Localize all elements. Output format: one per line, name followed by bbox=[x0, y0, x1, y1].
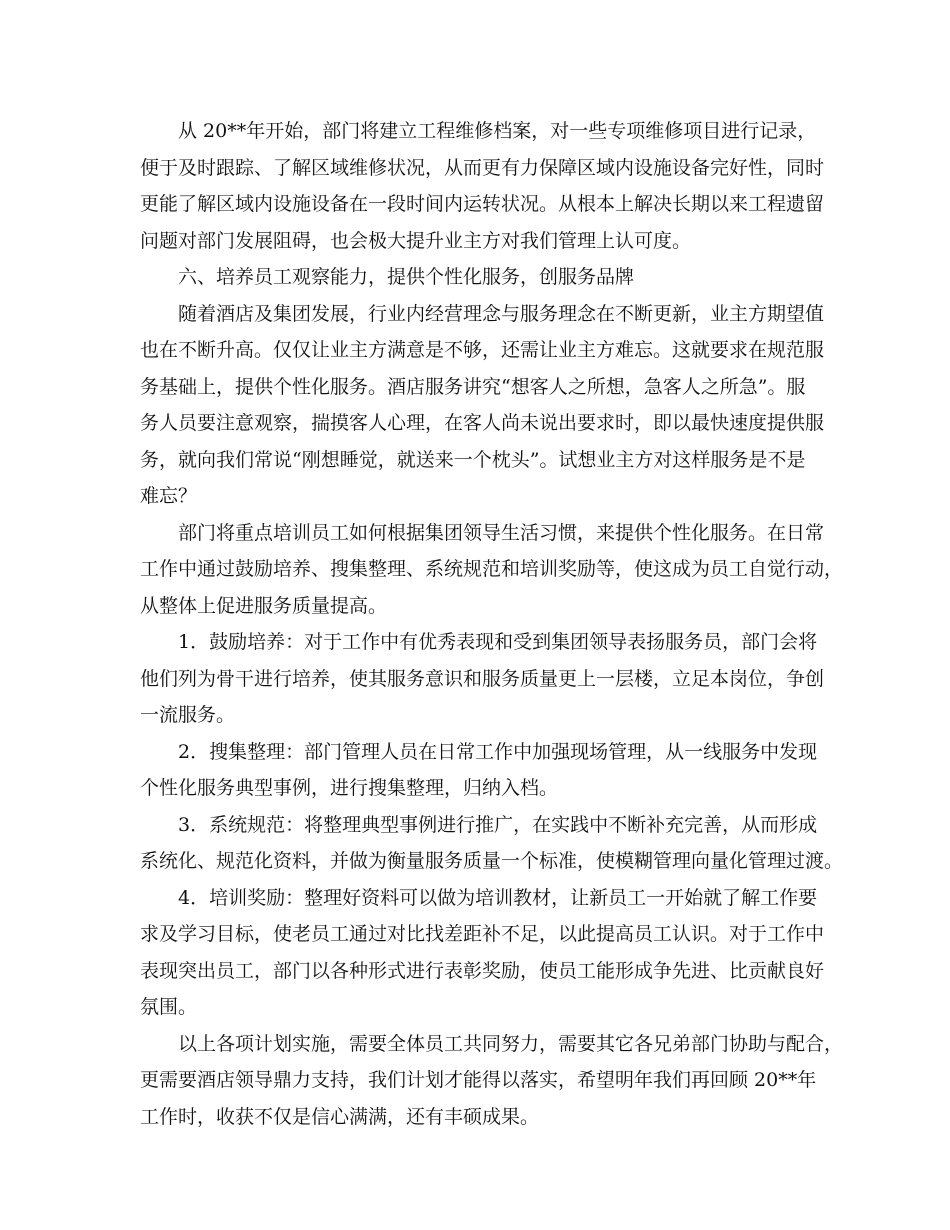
text-line: 六、培养员工观察能力，提供个性化服务，创服务品牌 bbox=[178, 266, 635, 288]
text-line: 更需要酒店领导鼎力支持，我们计划才能得以落实，希望明年我们再回顾 20**年 bbox=[140, 1069, 817, 1091]
text-line: 更能了解区域内设施设备在一段时间内运转状况。从根本上解决长期以来工程遗留 bbox=[140, 193, 825, 215]
text-line: 工作中通过鼓励培养、搜集整理、系统规范和培训奖励等，使这成为员工自觉行动， bbox=[140, 558, 844, 580]
document-body bbox=[140, 113, 844, 1135]
text-line: 便于及时跟踪、了解区域维修状况，从而更有力保障区域内设施设备完好性，同时 bbox=[140, 156, 825, 179]
text-line: 系统化、规范化资料，并做为衡量服务质量一个标准，使模糊管理向量化管理过渡。 bbox=[140, 850, 844, 872]
text-line: 一流服务。 bbox=[140, 704, 236, 726]
text-line: 问题对部门发展阻碍，也会极大提升业主方对我们管理上认可度。 bbox=[140, 229, 692, 252]
text-line: 2．搜集整理：部门管理人员在日常工作中加强现场管理，从一线服务中发现 bbox=[178, 740, 818, 763]
text-line: 务，就向我们常说“刚想睡觉，就送来一个枕头”。试想业主方对这样服务是不是 bbox=[140, 448, 806, 471]
text-line: 务基础上，提供个性化服务。酒店服务讲究“想客人之所想，急客人之所急”。服 bbox=[140, 375, 806, 398]
text-line: 氛围。 bbox=[140, 996, 198, 1018]
text-line: 务人员要注意观察，揣摸客人心理，在客人尚未说出要求时，即以最快速度提供服 bbox=[140, 412, 825, 434]
text-line: 也在不断升高。仅仅让业主方满意是不够，还需让业主方难忘。这就要求在规范服 bbox=[140, 339, 825, 361]
text-line: 3．系统规范：将整理典型事例进行推广，在实践中不断补充完善，从而形成 bbox=[178, 813, 818, 836]
text-line: 难忘？ bbox=[140, 485, 198, 507]
text-line: 他们列为骨干进行培养，使其服务意识和服务质量更上一层楼，立足本岗位，争创 bbox=[140, 667, 825, 690]
text-line: 从 20**年开始，部门将建立工程维修档案，对一些专项维修项目进行记录， bbox=[178, 120, 817, 142]
text-line: 求及学习目标，使老员工通过对比找差距补不足，以此提高员工认识。对于工作中 bbox=[140, 923, 825, 945]
text-line: 随着酒店及集团发展，行业内经营理念与服务理念在不断更新，业主方期望值 bbox=[178, 302, 825, 325]
text-line: 1．鼓励培养：对于工作中有优秀表现和受到集团领导表扬服务员，部门会将 bbox=[178, 631, 818, 653]
text-line: 个性化服务典型事例，进行搜集整理，归纳入档。 bbox=[140, 777, 559, 799]
text-line: 工作时，收获不仅是信心满满，还有丰硕成果。 bbox=[140, 1105, 540, 1128]
text-line: 表现突出员工，部门以各种形式进行表彰奖励，使员工能形成争先进、比贡献良好 bbox=[140, 959, 825, 982]
text-line: 4．培训奖励：整理好资料可以做为培训教材，让新员工一开始就了解工作要 bbox=[178, 886, 818, 909]
text-line: 以上各项计划实施，需要全体员工共同努力，需要其它各兄弟部门协助与配合， bbox=[178, 1032, 844, 1055]
text-line: 从整体上促进服务质量提高。 bbox=[140, 594, 388, 617]
text-line: 部门将重点培训员工如何根据集团领导生活习惯，来提供个性化服务。在日常 bbox=[178, 521, 825, 544]
